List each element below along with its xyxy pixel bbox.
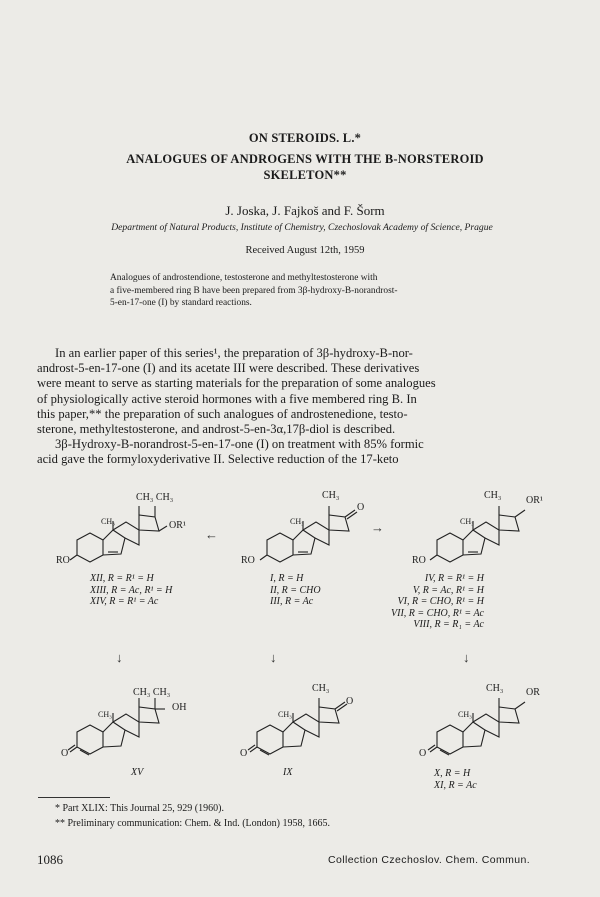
compounds-right	[372, 573, 484, 631]
o-label: O	[61, 748, 69, 759]
body-line: In an earlier paper of this series¹, the preparation of 3β-hydroxy-B-nor-	[55, 346, 413, 360]
structure-ix	[235, 680, 375, 775]
page-number: 1086	[37, 852, 63, 867]
ch3-label: CH₃	[484, 490, 502, 501]
ro-label: RO	[241, 555, 255, 566]
o-label: O	[240, 748, 248, 759]
o-label: O	[346, 696, 354, 707]
footnote-2: ** Preliminary communication: Chem. & Ind. (London) 1958, 1665.	[55, 818, 330, 829]
compound-xv-label: XV	[131, 767, 144, 778]
title-line-3: SKELETON**	[263, 168, 347, 182]
abstract-line: Analogues of androstendione, testosterone and methyltestosterone with	[110, 273, 378, 283]
structure-xii	[55, 488, 195, 583]
down-arrow-icon: ↓	[270, 650, 277, 665]
ro-label: RO	[56, 555, 70, 566]
o-label: O	[357, 502, 365, 513]
journal-name: Collection Czechoslov. Chem. Commun.	[328, 854, 531, 866]
ro-label: RO	[412, 555, 426, 566]
footnote-rule	[38, 797, 110, 798]
abstract-line: 5-en-17-one (I) by standard reactions.	[110, 298, 252, 308]
compound-label: XII, R = R¹ = H	[90, 573, 154, 584]
compound-label: VII, R = CHO, R¹ = Ac	[391, 607, 484, 619]
compound-label: II, R = CHO	[270, 584, 321, 596]
left-arrow-icon: ←	[205, 527, 218, 542]
compound-label: XI, R = Ac	[434, 779, 477, 791]
or1-label: OR¹	[526, 495, 543, 506]
ch3-label: CH₃	[290, 517, 304, 526]
body-line: androst-5-en-17-one (I) and its acetate III were described. These derivatives	[37, 361, 420, 376]
methyl-pair-label: CH₃ CH₃	[136, 492, 174, 503]
compounds-center	[270, 573, 321, 608]
compound-label: V, R = Ac, R¹ = H	[412, 584, 484, 596]
compounds-bottom-right	[434, 768, 477, 791]
compound-label: VIII, R = R₁ = Ac	[413, 619, 484, 630]
ch3-label: CH₃	[312, 683, 330, 694]
body-text	[37, 346, 577, 468]
body-line: acid gave the formyloxyderivative II. Selective reduction of the 17-keto	[37, 452, 399, 467]
or1-label: OR¹	[169, 520, 186, 531]
affiliation: Department of Natural Products, Institute of Chemistry, Czechoslovak Academy of Science, Prague	[111, 222, 493, 233]
down-arrow-icon: ↓	[116, 650, 123, 665]
body-line: of physiologically active steroid hormones with a five membered ring B. In	[37, 391, 417, 406]
structure-xv	[55, 680, 195, 775]
o-label: O	[419, 748, 427, 759]
authors: J. Joska, J. Fajkoš and F. Šorm	[225, 203, 385, 218]
ch3-label: CH₃	[458, 710, 472, 719]
or-label: OR	[526, 687, 540, 698]
ch3-label: CH₃	[101, 517, 115, 526]
body-line: this paper,** the preparation of such analogues of androstenedione, testo-	[37, 406, 408, 421]
compound-label: VI, R = CHO, R¹ = H	[397, 596, 484, 607]
body-line: sterone, methyltestosterone, and androst-5-en-3α,17β-diol is described.	[37, 422, 396, 437]
received-date: Received August 12th, 1959	[245, 245, 365, 256]
right-arrow-icon: →	[371, 520, 384, 535]
oh-label: OH	[172, 702, 187, 713]
methyl-pair-label: CH₃ CH₃	[133, 687, 171, 698]
compound-ix-label: IX	[283, 767, 293, 778]
compound-label: XIII, R = Ac, R¹ = H	[90, 584, 173, 596]
ch3-label: CH₃	[278, 710, 292, 719]
compound-label: X, R = H	[434, 768, 471, 779]
footnote-1: * Part XLIX: This Journal 25, 929 (1960).	[55, 803, 224, 814]
compound-label: I, R = H	[270, 573, 304, 584]
ch3-label: CH₃	[322, 490, 340, 501]
abstract-line: a five-membered ring B have been prepared from 3β-hydroxy-B-norandrost-	[110, 285, 398, 296]
compound-label: IV, R = R¹ = H	[424, 573, 484, 584]
compound-label: III, R = Ac	[270, 596, 314, 607]
compounds-left	[90, 573, 172, 608]
ch3-label: CH₃	[460, 517, 474, 526]
compound-label: XIV, R = R¹ = Ac	[90, 596, 159, 607]
ch3-label: CH₃	[486, 683, 504, 694]
title-line-2: ANALOGUES OF ANDROGENS WITH THE B-NORSTEROID	[126, 152, 484, 166]
abstract	[110, 272, 510, 310]
down-arrow-icon: ↓	[463, 650, 470, 665]
ch3-label: CH₃	[98, 710, 112, 719]
title-line-1: ON STEROIDS. L.*	[248, 131, 362, 145]
body-line: 3β-Hydroxy-B-norandrost-5-en-17-one (I) on treatment with 85% formic	[55, 437, 424, 452]
body-line: were meant to serve as starting materials for the preparation of some analogues	[37, 376, 436, 391]
